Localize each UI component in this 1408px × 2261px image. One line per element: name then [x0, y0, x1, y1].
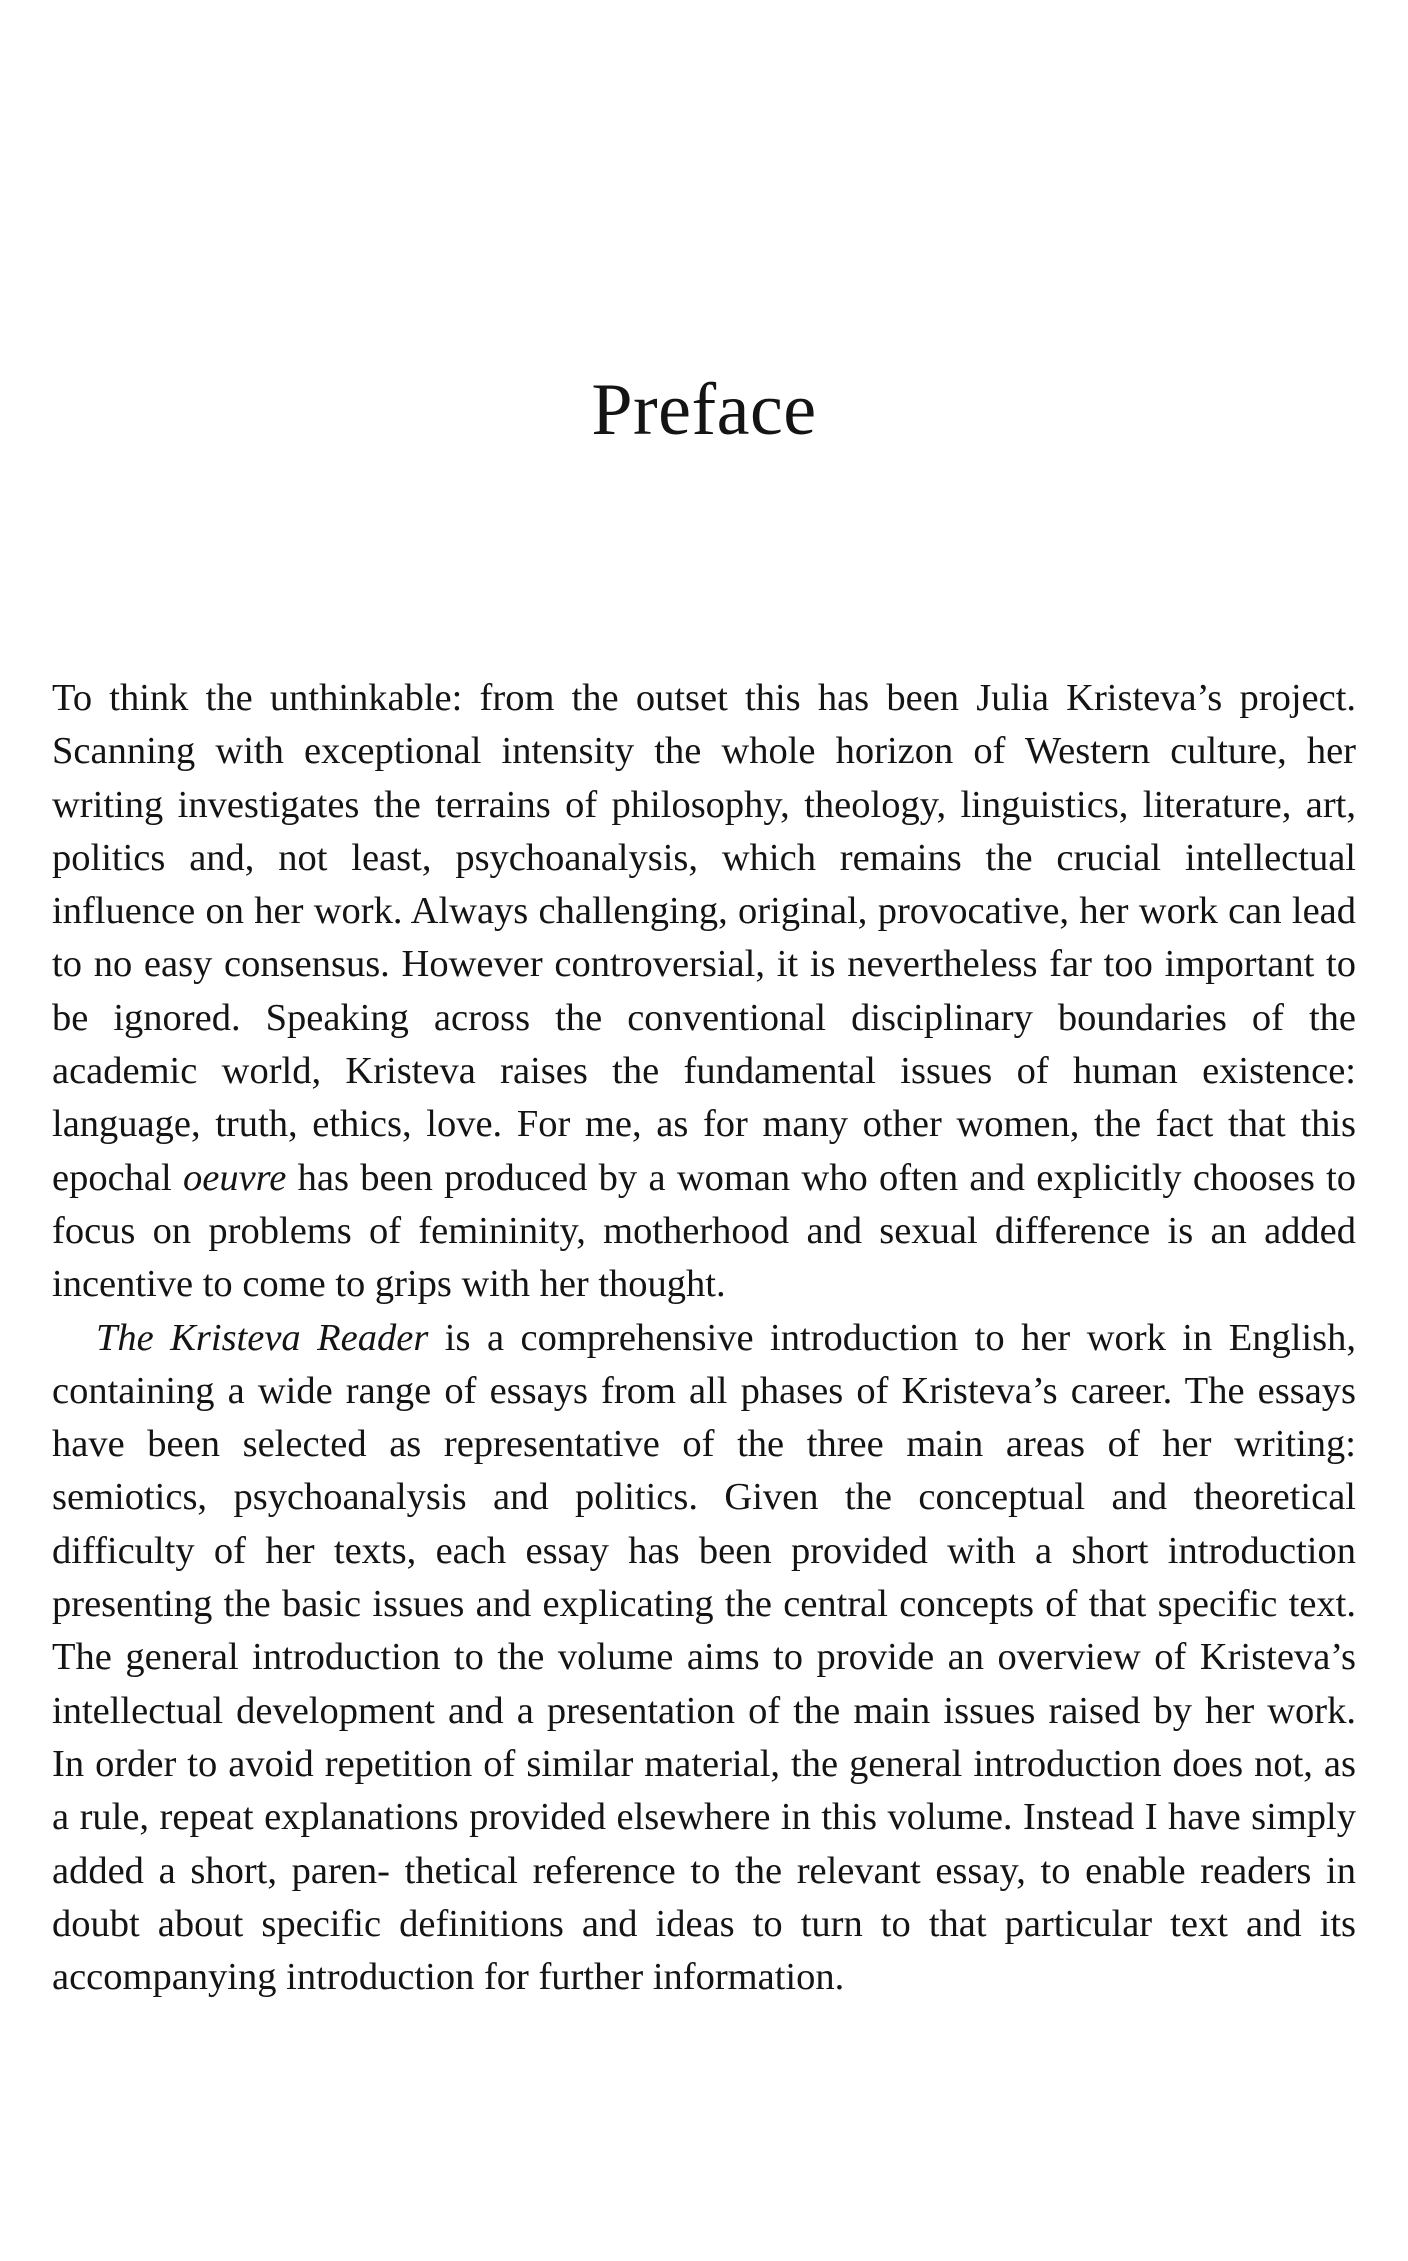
- text-line: issues raised by her work. In order to avoid repetition of similar material,: [52, 1689, 1356, 1785]
- text-line: Western culture, her writing investigates the terrains of philosophy,: [52, 730, 1356, 826]
- italic-term: oeuvre: [183, 1156, 287, 1199]
- text-line: has been produced by: [297, 1156, 638, 1199]
- paragraph-1: [52, 672, 1356, 1312]
- text-line: femininity, motherhood and sexual difference is an added incentive to: [52, 1209, 1357, 1306]
- text-line: thetical reference to the relevant essay, to enable readers in doubt about: [52, 1849, 1356, 1945]
- text-line: main areas of her writing: semiotics, psychoanalysis and politics.: [52, 1423, 1356, 1519]
- text-line: no easy consensus. However controversial, it is nevertheless far too: [93, 943, 1153, 986]
- paragraph-2: [52, 1312, 1356, 2005]
- page-title: Preface: [591, 369, 817, 451]
- text-line: The general introduction to the volume aims to provide an overview: [52, 1636, 1141, 1679]
- text-line: project. Scanning with exceptional intensity the whole horizon of: [52, 677, 1357, 773]
- text-line: a woman who often and explicitly chooses to focus on problems of: [52, 1156, 1357, 1252]
- text-line: boundaries of the academic world, Kristeva raises the fundamental issues: [52, 996, 1356, 1093]
- body-text: [52, 672, 1356, 2004]
- text-line: specific definitions and ideas to turn to that particular text and its: [261, 1902, 1357, 1945]
- text-line: essay has been provided with a short introduction presenting the: [52, 1529, 1357, 1626]
- text-line: Given the conceptual and theoretical difficulty of her texts, each: [52, 1476, 1356, 1572]
- text-line: important to be ignored. Speaking across the conventional disciplinary: [52, 943, 1356, 1039]
- text-line: English, containing a wide range of essays from all phases of Kristeva’s: [52, 1316, 1356, 1412]
- book-title: The Kristeva Reader: [96, 1316, 429, 1359]
- text-line: basic issues and explicating the central concepts of that specific text.: [282, 1583, 1356, 1626]
- text-line: come to grips with her thought.: [242, 1263, 726, 1306]
- text-line: other women, the fact that this epochal: [52, 1103, 1357, 1199]
- text-line: of Kristeva’s intellectual development and a presentation of the main: [52, 1636, 1356, 1732]
- text-line: is a comprehensive introduction to her work in: [444, 1316, 1213, 1359]
- text-line: To think the unthinkable: from the outset this has been Julia Kristeva’s: [52, 677, 1223, 719]
- text-line: psychoanalysis, which remains the crucial intellectual influence on her: [52, 836, 1356, 933]
- text-line: of human existence: language, truth, ethics, love. For me, as for many: [52, 1050, 1357, 1146]
- text-line: the general introduction does not, as a rule, repeat explanations provided: [52, 1742, 1357, 1839]
- text-line: career. The essays have been selected as representative of the three: [52, 1369, 1357, 1466]
- text-line: accompanying introduction for further information.: [52, 1956, 845, 1999]
- text-line: work. Always challenging, original, provocative, her work can lead to: [52, 890, 1356, 986]
- text-line: theology, linguistics, literature, art, politics and, not least,: [52, 783, 1356, 879]
- text-line: elsewhere in this volume. Instead I have simply added a short, paren-: [52, 1796, 1356, 1892]
